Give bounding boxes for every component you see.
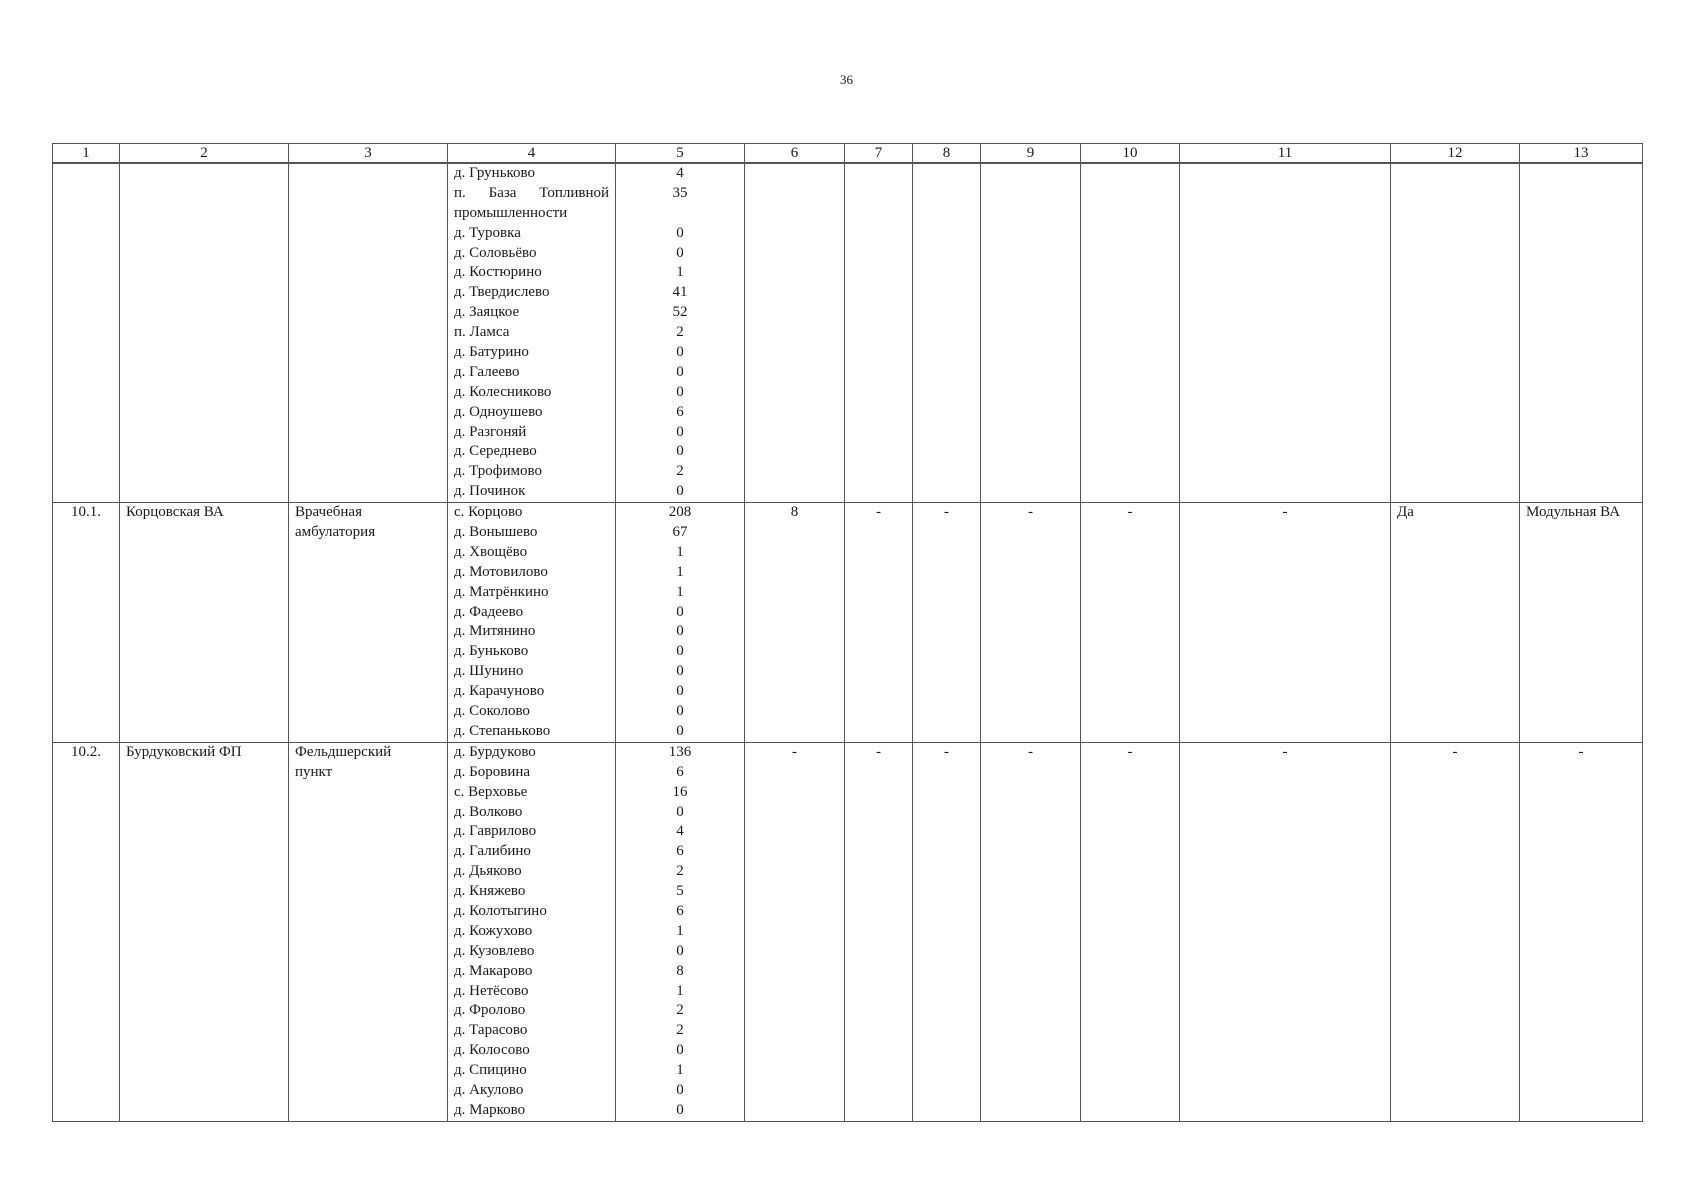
settlement-name: д. Колесниково (454, 383, 552, 400)
population-value: 6 (676, 763, 684, 780)
population-value: 0 (676, 603, 684, 620)
value-cell-c7 (845, 163, 913, 503)
population-value: 0 (676, 423, 684, 440)
column-header: 1 (53, 144, 120, 164)
population-value: 0 (676, 703, 684, 720)
value-c7: - (876, 504, 881, 521)
settlement-name: д. Колотыгино (454, 902, 547, 919)
settlement-name: д. Галибино (454, 843, 531, 860)
value-c6: - (792, 743, 797, 760)
value-cell-c11 (1180, 163, 1391, 503)
value-cell-c12 (1391, 742, 1520, 1121)
facility-type-line: пункт (295, 763, 333, 780)
population-value: 0 (676, 1101, 684, 1118)
value-cell-c6 (745, 503, 845, 743)
column-header: 12 (1391, 144, 1520, 164)
settlement-name: д. Хвощёво (454, 543, 528, 560)
value-cell-c12 (1391, 163, 1520, 503)
population-value: 6 (676, 902, 684, 919)
value-c13: - (1578, 743, 1584, 760)
row-number: 10.2. (71, 743, 101, 760)
population-value: 2 (676, 324, 684, 341)
settlement-name: д. Макарово (454, 962, 533, 979)
value-c11: - (1282, 504, 1288, 521)
population-cell (616, 503, 745, 743)
value-cell-c12 (1391, 503, 1520, 743)
population-value: 16 (672, 783, 688, 800)
column-header: 7 (845, 144, 913, 164)
settlement-name: д. Разгоняй (454, 423, 527, 440)
population-value: 5 (676, 883, 684, 900)
value-c9 (987, 164, 1074, 184)
value-cell-c13 (1520, 503, 1643, 743)
value-c12: - (1452, 743, 1458, 760)
value-c13 (1526, 164, 1636, 184)
settlement-name: д. Трофимово (454, 463, 542, 480)
population-value: 1 (676, 1062, 684, 1079)
column-header: 4 (448, 144, 616, 164)
settlement-name: д. Волково (454, 803, 523, 820)
population-value: 0 (676, 363, 684, 380)
settlement-name: д. Соколово (454, 703, 530, 720)
table-header-row (53, 144, 1643, 164)
settlements-cell (448, 742, 616, 1121)
population-value: 0 (676, 443, 684, 460)
settlement-name: д. Дьяково (454, 863, 522, 880)
settlement-name: п. Ламса (454, 324, 510, 341)
value-cell-c9 (981, 503, 1081, 743)
settlement-name: д. Мотовилово (454, 563, 548, 580)
column-header: 11 (1180, 144, 1391, 164)
settlement-name: д. Груньково (454, 165, 536, 181)
population-value: 0 (676, 623, 684, 640)
value-cell-c10 (1081, 163, 1180, 503)
population-value: 1 (676, 583, 684, 600)
settlement-name: д. Гаврилово (454, 823, 537, 840)
table-row (53, 742, 1643, 1121)
value-c10: - (1127, 743, 1133, 760)
settlement-name: п. База Топливной (454, 184, 609, 201)
value-cell-c7 (845, 503, 913, 743)
population-value: 52 (672, 304, 688, 321)
population-value: 0 (676, 383, 684, 400)
facility-name-cell (120, 503, 289, 743)
row-number-cell (53, 742, 120, 1121)
settlement-name: д. Фролово (454, 1002, 526, 1019)
facility-name-cell (120, 163, 289, 503)
population-value: 0 (676, 803, 684, 820)
population-value: 0 (676, 942, 684, 959)
settlement-name: д. Твердислево (454, 284, 550, 301)
settlement-name: с. Верховье (454, 783, 528, 800)
population-value: 8 (676, 962, 684, 979)
settlement-name: д. Матрёнкино (454, 583, 549, 600)
value-c9: - (1028, 504, 1033, 521)
settlement-name: д. Галеево (454, 363, 520, 380)
population-value: 6 (676, 403, 684, 420)
settlement-name: д. Княжево (454, 883, 526, 900)
value-c7: - (876, 743, 881, 760)
row-number-cell (53, 163, 120, 503)
settlement-name: д. Вонышево (454, 524, 538, 541)
table-row (53, 503, 1643, 743)
population-value: 1 (676, 264, 684, 281)
value-c13: Модульная ВА (1526, 504, 1621, 521)
population-value: 208 (668, 504, 692, 521)
value-cell-c8 (913, 503, 981, 743)
value-c8: - (944, 504, 949, 521)
settlement-name: д. Фадеево (454, 603, 524, 620)
settlement-name: д. Боровина (454, 763, 531, 780)
row-number (59, 164, 113, 184)
value-cell-c7 (845, 742, 913, 1121)
settlement-name: д. Тарасово (454, 1022, 528, 1039)
settlement-name: д. Степаньково (454, 722, 551, 739)
column-header: 10 (1081, 144, 1180, 164)
population-value: 2 (676, 463, 684, 480)
facility-name: Корцовская ВА (126, 504, 224, 521)
facility-type-line: амбулатория (295, 524, 376, 541)
population-value: 0 (676, 1081, 684, 1098)
population-value: 6 (676, 843, 684, 860)
settlement-name: д. Починок (454, 483, 526, 500)
settlement-name: д. Одноушево (454, 403, 543, 420)
population-value: 1 (676, 982, 684, 999)
value-c8 (919, 164, 974, 184)
settlement-name: промышленности (454, 204, 568, 221)
value-cell-c13 (1520, 742, 1643, 1121)
settlement-name: д. Шунино (454, 663, 524, 680)
settlement-name: д. Туровка (454, 224, 521, 241)
settlement-name: д. Бурдуково (454, 743, 536, 760)
population-value: 0 (676, 483, 684, 500)
column-header: 8 (913, 144, 981, 164)
value-cell-c8 (913, 742, 981, 1121)
settlement-name: с. Корцово (454, 504, 523, 521)
facility-type-line: Фельдшерский (295, 743, 392, 760)
value-c7 (851, 164, 906, 184)
population-value: 2 (676, 1002, 684, 1019)
settlement-name: д. Костюрино (454, 264, 542, 281)
column-header: 5 (616, 144, 745, 164)
value-c10 (1087, 164, 1173, 184)
population-cell (616, 742, 745, 1121)
population-value: 0 (676, 683, 684, 700)
table-row (53, 163, 1643, 503)
settlement-name: д. Соловьёво (454, 244, 537, 261)
row-number: 10.1. (71, 504, 101, 521)
column-header: 6 (745, 144, 845, 164)
population-value: 1 (676, 543, 684, 560)
population-value: 0 (676, 244, 684, 261)
population-value: 0 (676, 722, 684, 739)
value-c11 (1186, 164, 1384, 184)
value-c8: - (944, 743, 949, 760)
value-cell-c10 (1081, 742, 1180, 1121)
population-value: 0 (676, 224, 684, 241)
column-header: 13 (1520, 144, 1643, 164)
settlement-name: д. Колосово (454, 1042, 530, 1059)
settlement-name: д. Нетёсово (454, 982, 529, 999)
settlement-name: д. Кожухово (454, 922, 533, 939)
settlement-name: д. Середнево (454, 443, 537, 460)
facility-name-cell (120, 742, 289, 1121)
facility-name (126, 164, 282, 184)
facility-type-cell (289, 503, 448, 743)
settlements-cell (448, 503, 616, 743)
data-table (52, 143, 1643, 1122)
facility-type-cell (289, 163, 448, 503)
population-value: 0 (676, 1042, 684, 1059)
population-value: 4 (676, 823, 684, 840)
settlement-name: д. Буньково (454, 643, 529, 660)
settlement-name: д. Батурино (454, 344, 529, 361)
facility-type-cell (289, 742, 448, 1121)
population-value: 2 (676, 863, 684, 880)
population-value: 4 (676, 165, 684, 181)
population-value (622, 204, 738, 224)
value-cell-c13 (1520, 163, 1643, 503)
population-value: 0 (676, 663, 684, 680)
value-c10: - (1127, 504, 1133, 521)
settlement-name: д. Заяцкое (454, 304, 520, 321)
value-c6: 8 (790, 504, 799, 521)
settlement-name: д. Спицино (454, 1062, 527, 1079)
population-value: 1 (676, 563, 684, 580)
settlements-cell (448, 163, 616, 503)
settlement-name: д. Митянино (454, 623, 536, 640)
value-cell-c9 (981, 742, 1081, 1121)
value-c12: Да (1397, 504, 1414, 521)
settlement-name: д. Кузовлево (454, 942, 535, 959)
value-cell-c11 (1180, 742, 1391, 1121)
settlement-name: д. Марково (454, 1101, 526, 1118)
value-cell-c6 (745, 163, 845, 503)
column-header: 2 (120, 144, 289, 164)
value-c12 (1397, 164, 1513, 184)
facility-name: Бурдуковский ФП (126, 743, 242, 760)
value-c9: - (1028, 743, 1033, 760)
facility-type-line: Врачебная (295, 504, 362, 521)
population-value: 0 (676, 643, 684, 660)
value-cell-c6 (745, 742, 845, 1121)
population-value: 41 (672, 284, 688, 301)
population-value: 35 (672, 184, 688, 201)
population-value: 2 (676, 1022, 684, 1039)
row-number-cell (53, 503, 120, 743)
settlement-name: д. Карачуново (454, 683, 545, 700)
population-value: 67 (672, 524, 688, 541)
value-cell-c8 (913, 163, 981, 503)
settlement-name: д. Акулово (454, 1081, 524, 1098)
value-cell-c10 (1081, 503, 1180, 743)
population-value: 1 (676, 922, 684, 939)
page-number: 36 (840, 72, 853, 87)
value-cell-c9 (981, 163, 1081, 503)
value-cell-c11 (1180, 503, 1391, 743)
value-c11: - (1282, 743, 1288, 760)
column-header: 9 (981, 144, 1081, 164)
population-value: 136 (668, 743, 692, 760)
population-cell (616, 163, 745, 503)
value-c6 (751, 164, 838, 184)
column-header: 3 (289, 144, 448, 164)
population-value: 0 (676, 344, 684, 361)
